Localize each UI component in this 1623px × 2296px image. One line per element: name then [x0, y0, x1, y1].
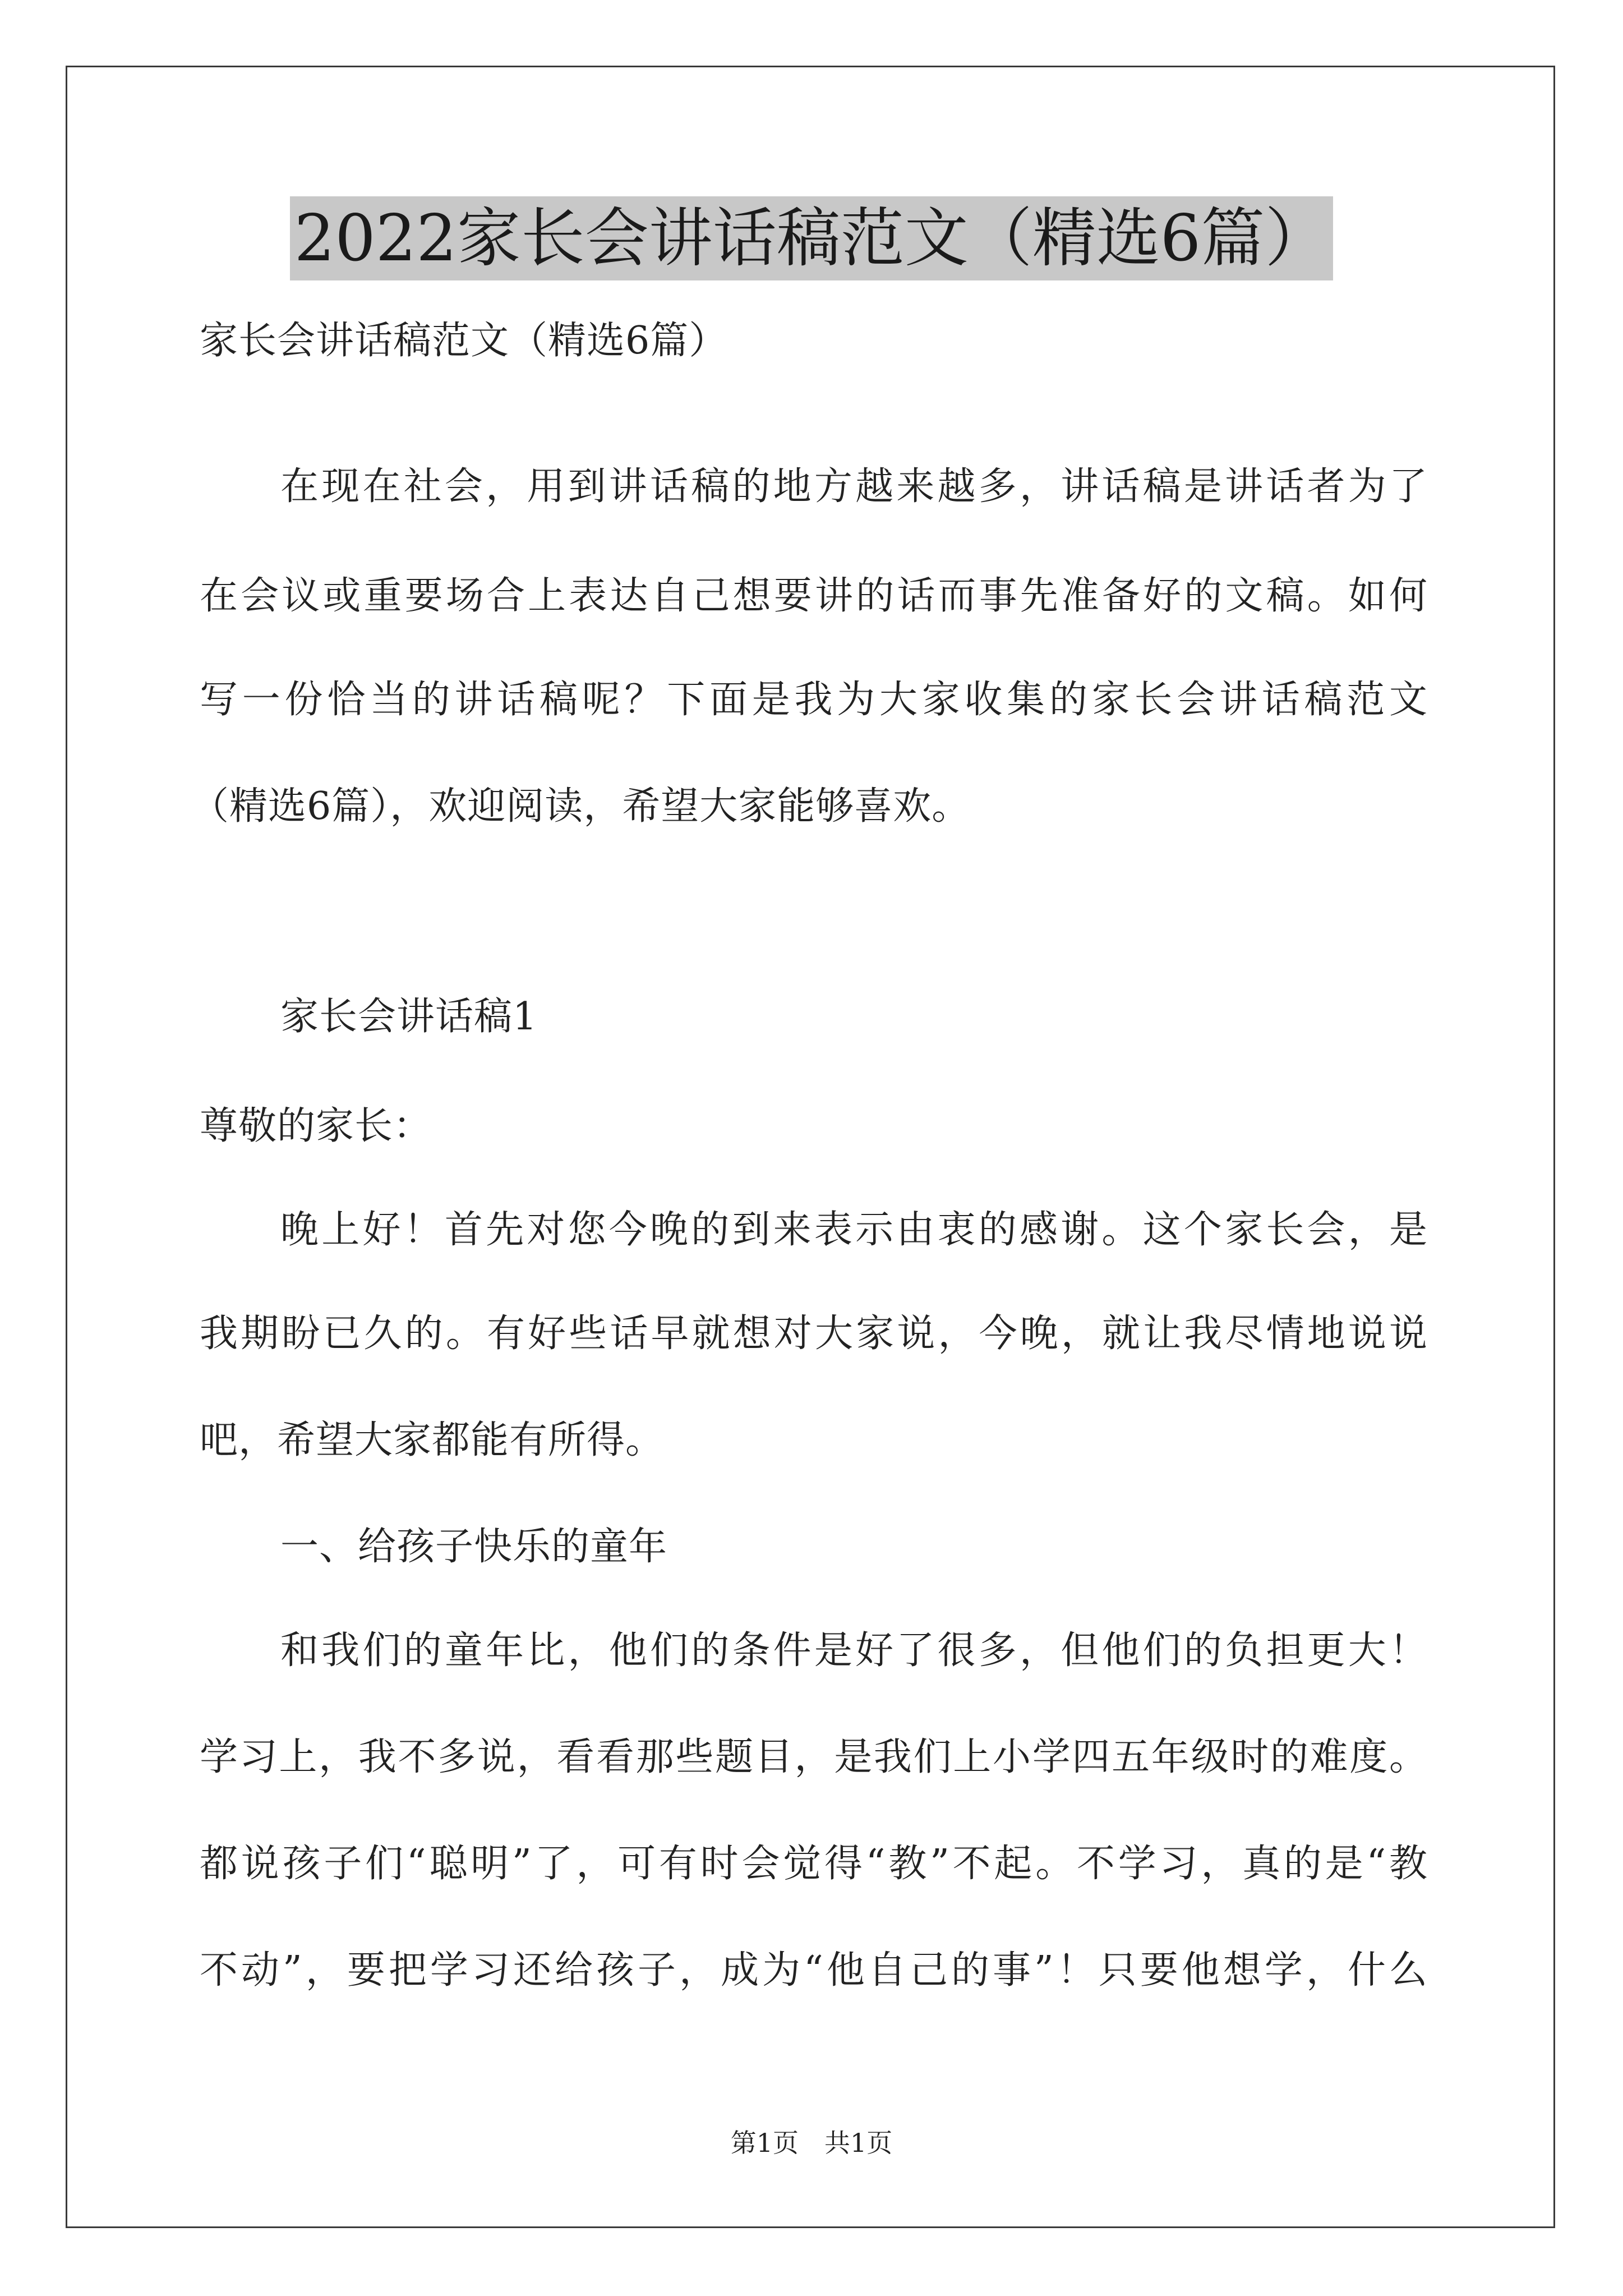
salutation-line: 尊敬的家长： — [200, 1104, 432, 1148]
speech-paragraph-2-line-2: 学习上，我不多说，看看那些题目，是我们上小学四五年级时的难度。 — [200, 1735, 1428, 1779]
intro-paragraph-line-4: （精选6篇），欢迎阅读，希望大家能够喜欢。 — [191, 784, 971, 829]
intro-paragraph-line-1: 在现在社会，用到讲话稿的地方越来越多，讲话稿是讲话者为了 — [280, 464, 1428, 509]
document-title: 2022家长会讲话稿范文（精选6篇） — [290, 196, 1334, 280]
intro-paragraph-line-3: 写一份恰当的讲话稿呢？下面是我为大家收集的家长会讲话稿范文 — [200, 678, 1428, 722]
speech-paragraph-1-line-3: 吧，希望大家都能有所得。 — [200, 1418, 665, 1462]
page-footer: 第1页 共1页 — [730, 2128, 893, 2158]
speech-paragraph-2-line-4: 不动”，要把学习还给孩子，成为“他自己的事”！只要他想学，什么 — [200, 1948, 1428, 1993]
speech-paragraph-2-line-3: 都说孩子们“聪明”了，可有时会觉得“教”不起。不学习，真的是“教 — [200, 1842, 1428, 1886]
subsection-heading-happy-childhood: 一、给孩子快乐的童年 — [280, 1525, 668, 1569]
section-heading-speech-1: 家长会讲话稿1 — [280, 995, 538, 1039]
speech-paragraph-2-line-1: 和我们的童年比，他们的条件是好了很多，但他们的负担更大！ — [280, 1628, 1428, 1673]
intro-paragraph-line-2: 在会议或重要场合上表达自己想要讲的话而事先准备好的文稿。如何 — [200, 574, 1428, 618]
speech-paragraph-1-line-1: 晚上好！首先对您今晚的到来表示由衷的感谢。这个家长会，是 — [280, 1208, 1428, 1252]
subtitle-line: 家长会讲话稿范文（精选6篇） — [200, 319, 728, 363]
speech-paragraph-1-line-2: 我期盼已久的。有好些话早就想对大家说，今晚，就让我尽情地说说 — [200, 1312, 1428, 1356]
title-container — [0, 196, 1623, 280]
